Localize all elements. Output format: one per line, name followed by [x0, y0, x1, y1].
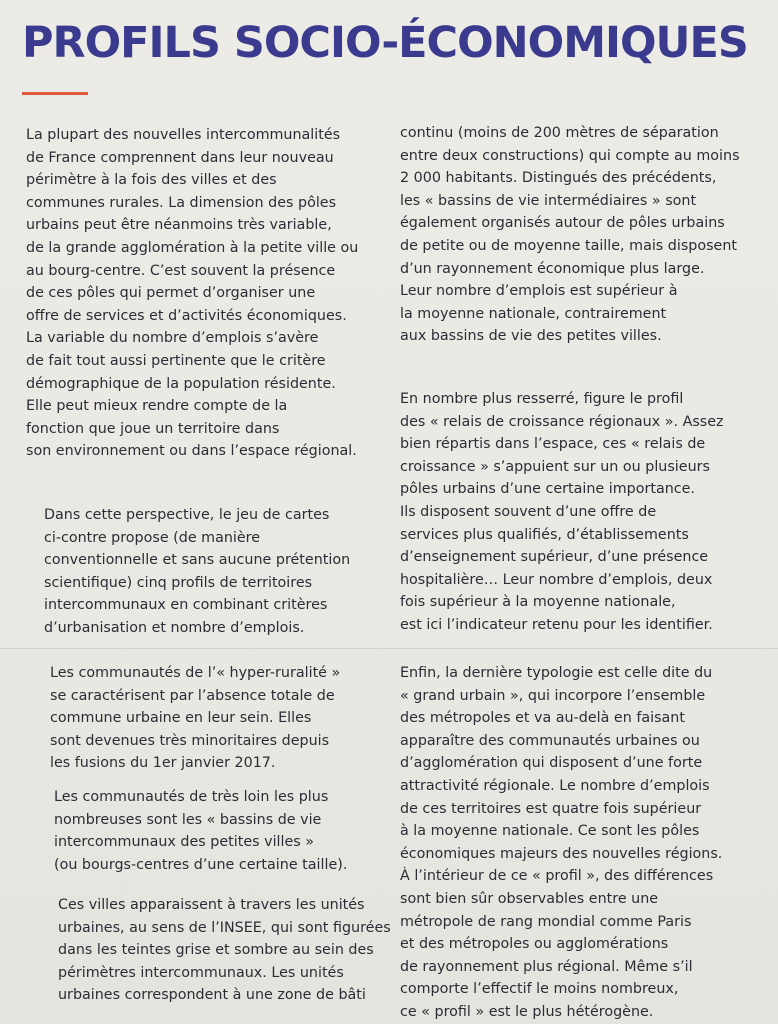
text-line: démographique de la population résidente. — [26, 375, 336, 392]
text-line: La variable du nombre d’emplois s’avère — [26, 330, 319, 347]
text-line: comporte l’effectif le moins nombreux, — [400, 981, 679, 998]
text-line: ci-contre propose (de manière — [44, 529, 261, 546]
text-line: intercommunaux des petites villes » — [54, 834, 315, 851]
right-paragraph-1 — [400, 122, 740, 348]
right-paragraph-3 — [400, 662, 722, 1024]
text-line: urbains peut être néanmoins très variable, — [26, 217, 332, 234]
text-line: sont devenues très minoritaires depuis — [50, 732, 330, 749]
text-line: aux bassins de vie des petites villes. — [400, 328, 662, 345]
text-line: apparaître des communautés urbaines ou — [400, 732, 700, 749]
text-line: de rayonnement plus régional. Même s’il — [400, 958, 693, 975]
text-line: de fait tout aussi pertinente que le critère — [26, 352, 326, 369]
text-line: économiques majeurs des nouvelles régions. — [400, 845, 723, 862]
text-line: scientifique) cinq profils de territoires — [44, 574, 313, 591]
text-line: de ces pôles qui permet d’organiser une — [26, 285, 316, 302]
text-line: ce « profil » est le plus hétérogène. — [400, 1003, 654, 1020]
text-line: entre deux constructions) qui compte au moins — [400, 147, 740, 164]
left-paragraph-2 — [44, 504, 350, 640]
text-line: dans les teintes grise et sombre au sein des — [58, 942, 374, 959]
text-line: son environnement ou dans l’espace régional. — [26, 443, 357, 460]
text-line: d’agglomération qui disposent d’une forte — [400, 755, 703, 772]
text-line: urbaines correspondent à une zone de bâti — [58, 987, 366, 1004]
text-line: Enfin, la dernière typologie est celle dite du — [400, 665, 713, 681]
left-paragraph-4 — [54, 786, 347, 876]
text-line: 2 000 habitants. Distingués des précédents, — [400, 170, 717, 187]
text-line: les fusions du 1er janvier 2017. — [50, 755, 276, 772]
text-line: bien répartis dans l’espace, ces « relais de — [400, 436, 706, 453]
text-line: Leur nombre d’emplois est supérieur à — [400, 283, 678, 300]
text-line: offre de services et d’activités économiques. — [26, 307, 347, 324]
text-line: métropole de rang mondial comme Paris — [400, 913, 692, 930]
text-line: d’enseignement supérieur, d’une présence — [400, 549, 709, 566]
text-line: nombreuses sont les « bassins de vie — [54, 811, 322, 828]
text-line: se caractérisent par l’absence totale de — [50, 687, 335, 704]
text-line: intercommunaux en combinant critères — [44, 597, 328, 614]
text-line: d’un rayonnement économique plus large. — [400, 260, 705, 277]
text-line: de la grande agglomération à la petite ville ou — [26, 239, 359, 256]
text-line: hospitalière… Leur nombre d’emplois, deux — [400, 571, 713, 588]
text-line: les « bassins de vie intermédiaires » sont — [400, 192, 697, 209]
left-paragraph-1 — [26, 124, 358, 463]
text-line: conventionnelle et sans aucune prétention — [44, 552, 351, 569]
text-line: périmètre à la fois des villes et des — [26, 172, 277, 189]
page-title: PROFILS SOCIO-ÉCONOMIQUES — [22, 18, 748, 68]
text-line: Ils disposent souvent d’une offre de — [400, 503, 657, 520]
text-line: Les communautés de très loin les plus — [54, 789, 329, 805]
text-line: de petite ou de moyenne taille, mais disposent — [400, 237, 738, 254]
text-line: et des métropoles ou agglomérations — [400, 936, 669, 953]
text-line: est ici l’indicateur retenu pour les identifier. — [400, 616, 713, 633]
text-line: pôles urbains d’une certaine importance. — [400, 481, 695, 498]
text-line: continu (moins de 200 mètres de séparation — [400, 125, 719, 141]
text-line: croissance » s’appuient sur un ou plusieurs — [400, 458, 710, 475]
text-line: au bourg-centre. C’est souvent la présence — [26, 262, 336, 279]
text-line: La plupart des nouvelles intercommunalités — [26, 127, 341, 143]
text-line: fois supérieur à la moyenne nationale, — [400, 594, 676, 611]
left-paragraph-3 — [50, 662, 340, 775]
text-line: Ces villes apparaissent à travers les unités — [58, 897, 365, 913]
text-line: Dans cette perspective, le jeu de cartes — [44, 507, 330, 523]
text-line: fonction que joue un territoire dans — [26, 420, 280, 437]
title-accent-rule — [22, 92, 88, 95]
text-line: « grand urbain », qui incorpore l’ensemble — [400, 687, 706, 704]
text-line: services plus qualifiés, d’établissements — [400, 526, 689, 543]
text-line: la moyenne nationale, contrairement — [400, 305, 667, 322]
text-line: En nombre plus resserré, figure le profil — [400, 391, 684, 407]
text-line: également organisés autour de pôles urbains — [400, 215, 725, 232]
text-line: urbaines, au sens de l’INSEE, qui sont figurées — [58, 919, 391, 936]
panel-seam — [0, 648, 778, 649]
text-line: périmètres intercommunaux. Les unités — [58, 964, 344, 981]
text-line: Les communautés de l’« hyper-ruralité » — [50, 665, 341, 681]
left-paragraph-5 — [58, 894, 391, 1007]
text-line: À l’intérieur de ce « profil », des différences — [400, 868, 714, 885]
text-line: d’urbanisation et nombre d’emplois. — [44, 619, 305, 636]
text-line: à la moyenne nationale. Ce sont les pôles — [400, 823, 700, 840]
text-line: attractivité régionale. Le nombre d’emplois — [400, 777, 710, 794]
text-line: Elle peut mieux rendre compte de la — [26, 398, 288, 415]
text-line: de ces territoires est quatre fois supérieur — [400, 800, 702, 817]
text-line: des « relais de croissance régionaux ». Assez — [400, 413, 724, 430]
text-line: des métropoles et va au-delà en faisant — [400, 710, 685, 727]
text-line: communes rurales. La dimension des pôles — [26, 194, 337, 211]
text-line: sont bien sûr observables entre une — [400, 890, 659, 907]
right-paragraph-2 — [400, 388, 724, 637]
text-line: commune urbaine en leur sein. Elles — [50, 710, 312, 727]
text-line: de France comprennent dans leur nouveau — [26, 149, 334, 166]
text-line: (ou bourgs-centres d’une certaine taille). — [54, 856, 348, 873]
